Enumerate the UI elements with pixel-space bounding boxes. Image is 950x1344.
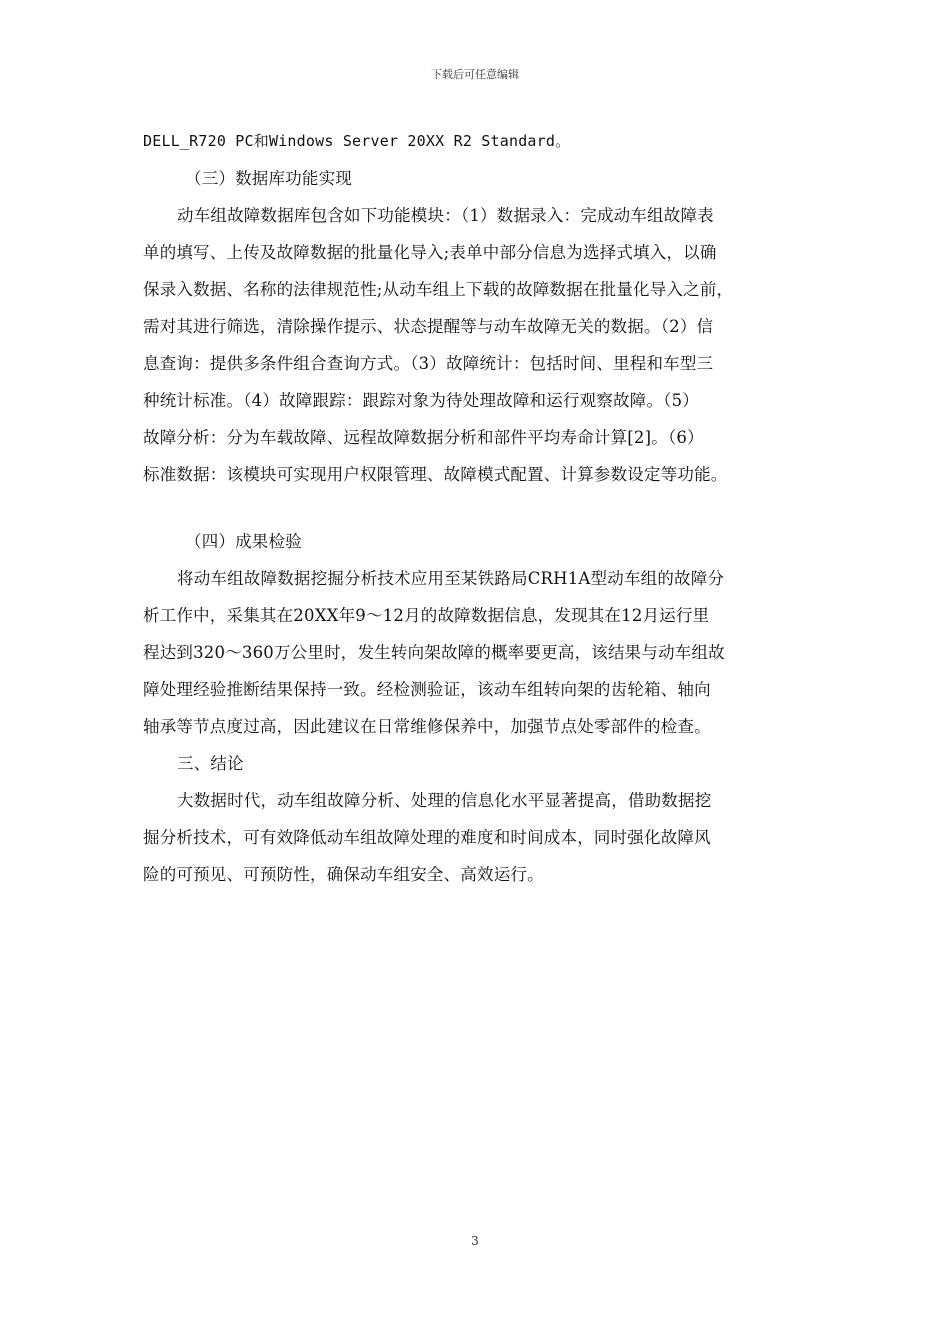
section-heading-results: （四）成果检验 bbox=[185, 532, 302, 551]
paragraph-line: 需对其进行筛选，清除操作提示、状态提醒等与动车故障无关的数据。（2）信 bbox=[143, 317, 714, 336]
paragraph-line: 析工作中，采集其在20XX年9～12月的故障数据信息，发现其在12月运行里 bbox=[143, 606, 710, 625]
paragraph-spacer bbox=[143, 493, 818, 523]
paragraph-line: 种统计标准。（4）故障跟踪：跟踪对象为待处理故障和运行观察故障。（5） bbox=[143, 391, 699, 410]
page-header: 下载后可任意编辑 bbox=[431, 68, 519, 81]
document-body bbox=[143, 123, 818, 893]
paragraph-line: 保录入数据、名称的法律规范性;从动车组上下载的故障数据在批量化导入之前， bbox=[143, 280, 734, 299]
paragraph-line: 程达到320～360万公里时，发生转向架故障的概率要更高，该结果与动车组故 bbox=[143, 643, 725, 662]
paragraph-line: 障处理经验推断结果保持一致。经检测验证，该动车组转向架的齿轮箱、轴向 bbox=[143, 680, 711, 699]
paragraph-line: 息查询：提供多条件组合查询方式。（3）故障统计：包括时间、里程和车型三 bbox=[143, 354, 714, 373]
paragraph-line: 将动车组故障数据挖掘分析技术应用至某铁路局CRH1A型动车组的故障分 bbox=[177, 569, 725, 588]
paragraph-line: 标准数据：该模块可实现用户权限管理、故障模式配置、计算参数设定等功能。 bbox=[143, 465, 728, 484]
paragraph-line: 大数据时代，动车组故障分析、处理的信息化水平显著提高，借助数据挖 bbox=[177, 791, 712, 810]
section-heading-database-functions: （三）数据库功能实现 bbox=[185, 169, 352, 188]
paragraph-line: 轴承等节点度过高，因此建议在日常维修保养中，加强节点处零部件的检查。 bbox=[143, 717, 711, 736]
page-number: 3 bbox=[471, 1234, 479, 1248]
paragraph-line: 单的填写、上传及故障数据的批量化导入;表单中部分信息为选择式填入，以确 bbox=[143, 243, 717, 262]
section-heading-conclusion: 三、结论 bbox=[177, 754, 244, 773]
paragraph-line: DELL_R720 PC和Windows Server 20XX R2 Standard。 bbox=[143, 132, 571, 150]
paragraph-line: 故障分析：分为车载故障、远程故障数据分析和部件平均寿命计算[2]。（6） bbox=[143, 428, 704, 447]
paragraph-line: 动车组故障数据库包含如下功能模块：（1）数据录入：完成动车组故障表 bbox=[177, 206, 714, 225]
paragraph-line: 掘分析技术，可有效降低动车组故障处理的难度和时间成本，同时强化故障风 bbox=[143, 828, 711, 847]
paragraph-line: 险的可预见、可预防性，确保动车组安全、高效运行。 bbox=[143, 865, 544, 884]
